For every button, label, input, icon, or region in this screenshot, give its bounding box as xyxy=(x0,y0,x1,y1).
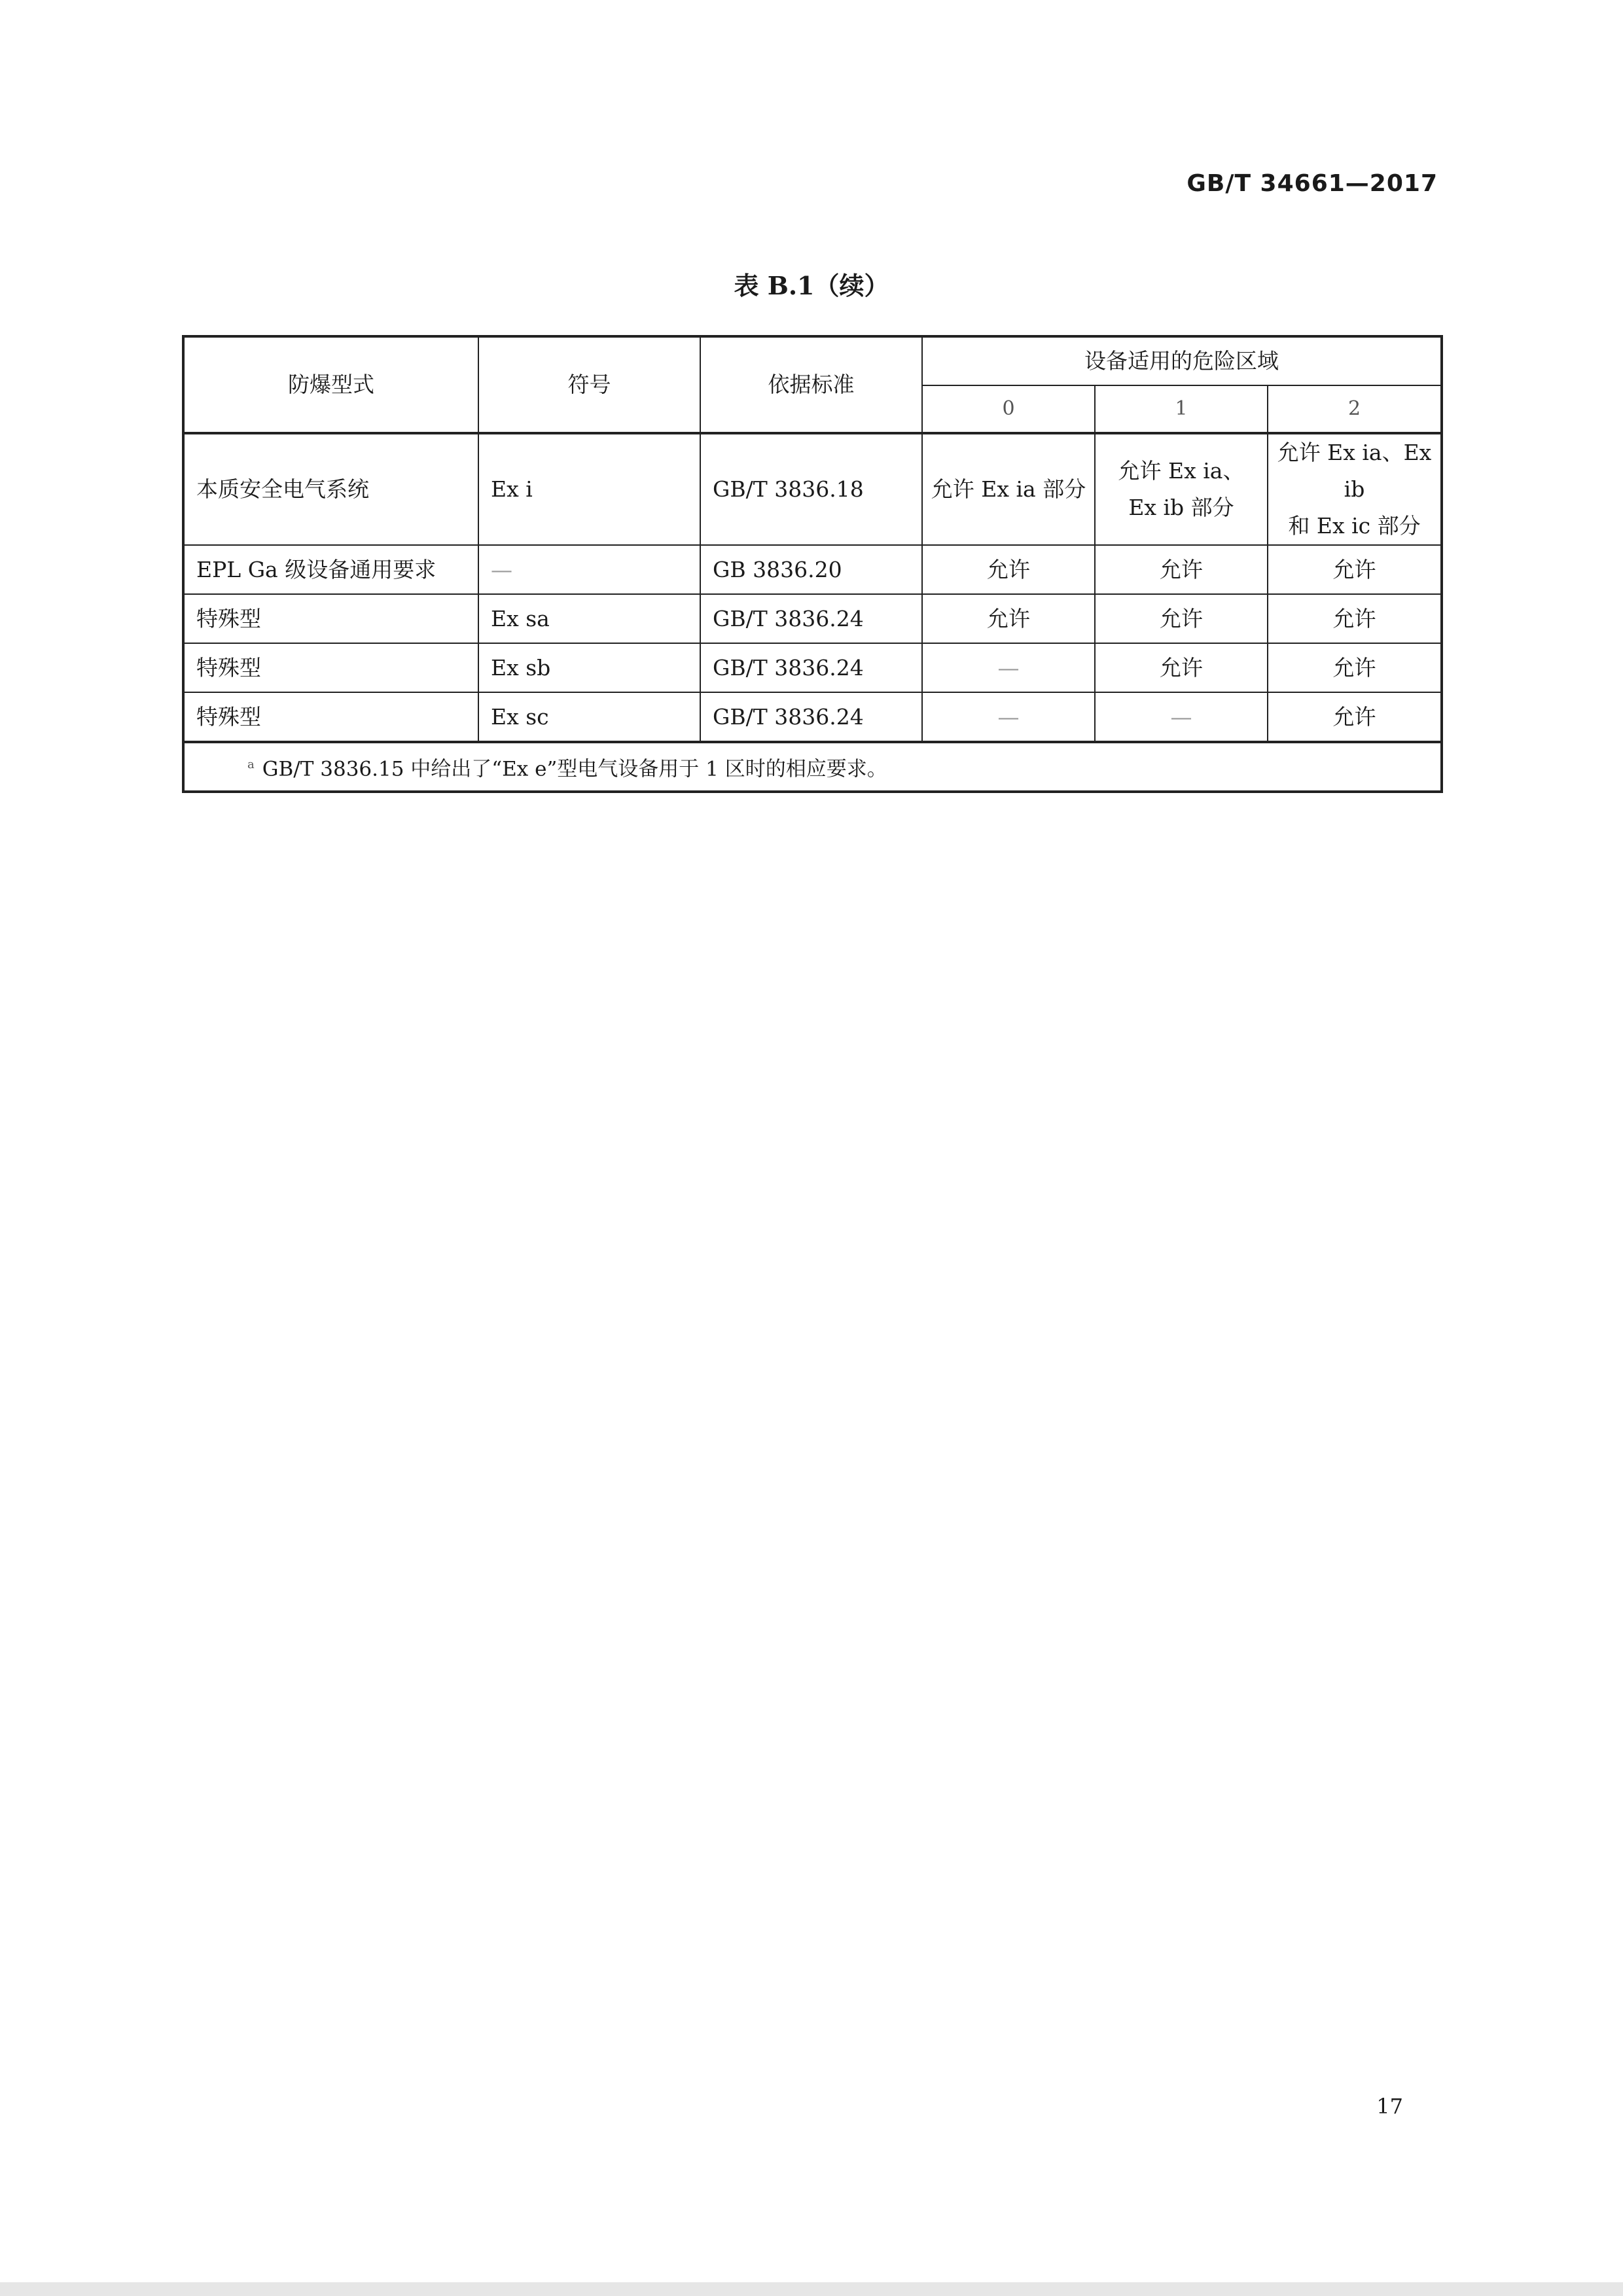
cell-standard: GB/T 3836.24 xyxy=(700,692,922,742)
cell-standard: GB/T 3836.24 xyxy=(700,594,922,643)
cell-zone-1: 允许 xyxy=(1095,643,1268,692)
table-container xyxy=(182,335,1440,793)
header-zone-1: 1 xyxy=(1095,385,1268,433)
cell-standard: GB/T 3836.18 xyxy=(700,433,922,545)
cell-zone-2: 允许 xyxy=(1268,545,1442,594)
header-zone-0: 0 xyxy=(922,385,1095,433)
cell-symbol: Ex sc xyxy=(478,692,700,742)
page-number: 17 xyxy=(1376,2094,1403,2119)
table-row xyxy=(183,433,1442,545)
cell-zone-1: 允许 Ex ia、 Ex ib 部分 xyxy=(1095,433,1268,545)
cell-zone-1: — xyxy=(1095,692,1268,742)
table-row xyxy=(183,594,1442,643)
table-footnote-row xyxy=(183,742,1442,792)
cell-zone-1: 允许 xyxy=(1095,594,1268,643)
cell-type: EPL Ga 级设备通用要求 xyxy=(183,545,478,594)
cell-symbol: Ex sa xyxy=(478,594,700,643)
protection-type-table xyxy=(182,335,1443,793)
cell-zone-0: 允许 xyxy=(922,594,1095,643)
cell-zone-0: — xyxy=(922,692,1095,742)
table-footnote xyxy=(183,742,1442,792)
cell-type: 特殊型 xyxy=(183,594,478,643)
cell-zone-2: 允许 xyxy=(1268,594,1442,643)
cell-type: 特殊型 xyxy=(183,643,478,692)
cell-zone-2: 允许 Ex ia、Ex ib 和 Ex ic 部分 xyxy=(1268,433,1442,545)
table-row xyxy=(183,692,1442,742)
cell-symbol: Ex sb xyxy=(478,643,700,692)
standard-number: GB/T 34661—2017 xyxy=(1186,170,1438,197)
cell-standard: GB 3836.20 xyxy=(700,545,922,594)
header-zone-group: 设备适用的危险区域 xyxy=(922,336,1442,385)
cell-zone-2: 允许 xyxy=(1268,692,1442,742)
page-bottom-edge xyxy=(0,2282,1623,2296)
cell-zone-2: 允许 xyxy=(1268,643,1442,692)
cell-zone-1: 允许 xyxy=(1095,545,1268,594)
header-zone-2: 2 xyxy=(1268,385,1442,433)
cell-type: 特殊型 xyxy=(183,692,478,742)
footnote-marker: a xyxy=(247,757,255,771)
table-row xyxy=(183,545,1442,594)
header-symbol: 符号 xyxy=(478,336,700,433)
cell-zone-0: — xyxy=(922,643,1095,692)
cell-standard: GB/T 3836.24 xyxy=(700,643,922,692)
cell-type: 本质安全电气系统 xyxy=(183,433,478,545)
table-row xyxy=(183,643,1442,692)
cell-symbol: Ex i xyxy=(478,433,700,545)
header-standard: 依据标准 xyxy=(700,336,922,433)
cell-symbol: — xyxy=(478,545,700,594)
footnote-text: GB/T 3836.15 中给出了“Ex e”型电气设备用于 1 区时的相应要求。 xyxy=(262,757,887,781)
table-caption: 表 B.1（续） xyxy=(734,271,889,300)
cell-zone-0: 允许 xyxy=(922,545,1095,594)
header-protection-type: 防爆型式 xyxy=(183,336,478,433)
cell-zone-0: 允许 Ex ia 部分 xyxy=(922,433,1095,545)
